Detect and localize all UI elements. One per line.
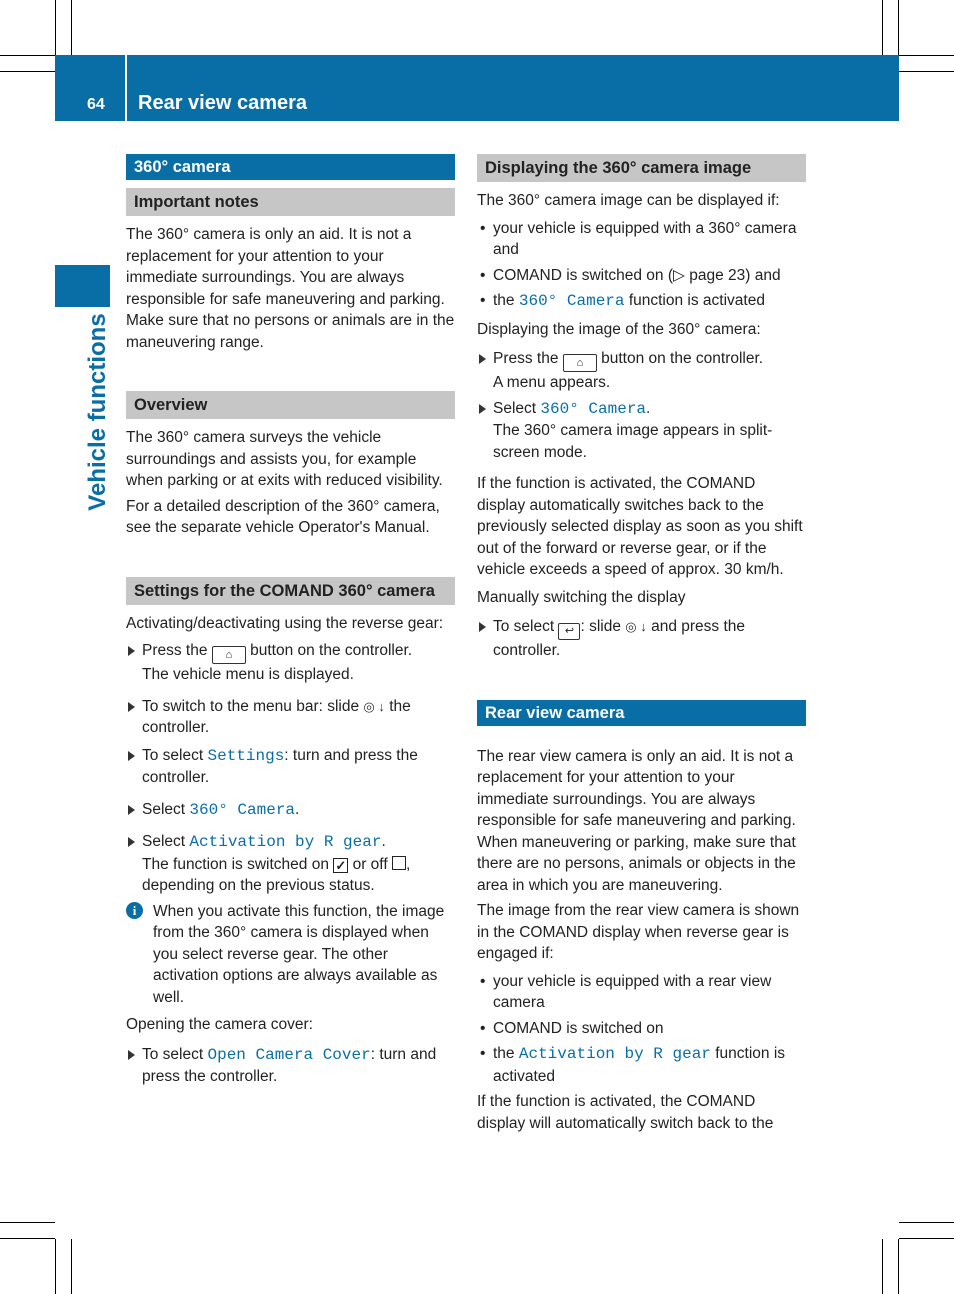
bullet-item: • your vehicle is equipped with a 360° camera and [480, 219, 797, 258]
bullet-item: • COMAND is switched on [480, 1019, 664, 1037]
crop-mark [55, 0, 56, 55]
step-item: To select Settings: turn and press the controller. [126, 745, 455, 789]
heading-settings: Settings for the COMAND 360° camera [126, 577, 455, 605]
crop-mark [882, 0, 883, 55]
menu-item-360-camera: 360° Camera [540, 399, 647, 418]
crop-mark [71, 1239, 72, 1294]
step-arrow-icon [128, 702, 135, 712]
manual-switch-text: Manually switching the display [477, 588, 686, 606]
car-button-icon: ⌂ [563, 354, 597, 372]
step-item: Press the ⌂ button on the controller. The vehicle menu is displayed. [126, 640, 455, 686]
display-text: Displaying the image of the 360° camera: [477, 320, 761, 338]
step-item: To select ↩ : slide ◎ ↓ and press the controller. [477, 616, 806, 662]
checkbox-empty-icon [392, 856, 406, 870]
notes-paragraph: The 360° camera is only an aid. It is not a replacement for your attention to your immediate surroundings. You are always responsible for safe maneuvering and parking. Make sure that no persons or animals are in the maneuvering range. [126, 226, 455, 351]
overview-paragraph: The 360° camera surveys the vehicle surroundings and assists you, for example when parking or at exits with reduced visibility. [126, 429, 443, 489]
page-title: Rear view camera [138, 92, 308, 114]
back-button-icon: ↩ [558, 623, 580, 640]
step-arrow-icon [128, 837, 135, 847]
bullet-item: • your vehicle is equipped with a rear view camera [480, 972, 772, 1011]
settings-intro: Activating/deactivating using the reverse gear: [126, 614, 444, 632]
crop-mark [0, 1222, 55, 1223]
heading-displaying-image: Displaying the 360° camera image [477, 154, 806, 182]
crop-mark [55, 1239, 56, 1294]
cover-intro: Opening the camera cover: [126, 1016, 313, 1033]
controller-slide-down-icon: ◎ ↓ [363, 698, 385, 714]
overview-paragraph: For a detailed description of the 360° camera, see the separate vehicle Operator's Manual. [126, 497, 440, 536]
crop-mark [0, 71, 55, 72]
step-item: To switch to the menu bar: slide ◎ ↓ the controller. [126, 696, 455, 739]
bullet-item: • the Activation by R gear function is activated [480, 1045, 786, 1085]
crop-mark [899, 55, 954, 56]
right-column [477, 154, 806, 1134]
controller-slide-down-icon: ◎ ↓ [625, 619, 647, 634]
auto-switch-text: If the function is activated, the COMAND display automatically switches back to the previously selected display as soon as you shift out of the forward or reverse gear, or if the vehicle exceeds a speed of approx. 30 km/h. [477, 475, 803, 578]
rear-paragraph: The rear view camera is only an aid. It is not a replacement for your attention to your immediate surroundings. You are always responsible for safe maneuvering and parking. When maneuvering or parking, make sure that there are no persons, animals or objects in the area in which you are maneuvering. [477, 747, 796, 894]
step-item: Select 360° Camera. The 360° camera image appears in split-screen mode. [477, 398, 806, 464]
page-number: 64 [87, 96, 105, 113]
display-intro: The 360° camera image can be displayed if: [477, 192, 780, 209]
step-arrow-icon [128, 1050, 135, 1060]
heading-rear-view-camera: Rear view camera [477, 700, 806, 726]
step-arrow-icon [479, 622, 486, 632]
left-column [126, 154, 455, 1088]
header-divider [125, 55, 127, 121]
car-button-icon: ⌂ [212, 646, 246, 664]
crop-mark [898, 0, 899, 55]
menu-item-settings: Settings [207, 746, 285, 765]
crop-mark [899, 1222, 954, 1223]
page-header [55, 55, 899, 121]
menu-item-activation: Activation by R gear [189, 833, 382, 851]
step-arrow-icon [128, 751, 135, 761]
step-item: Press the ⌂ button on the controller. A menu appears. [477, 348, 806, 394]
crop-mark [898, 1239, 899, 1294]
side-tab-marker [55, 265, 110, 307]
step-arrow-icon [479, 354, 486, 364]
crop-mark [899, 1238, 954, 1239]
step-item: Select Activation by R gear. The function is switched on ✓ or off , depending on the previous status. [126, 831, 455, 897]
crop-mark [0, 1238, 55, 1239]
rear-paragraph: If the function is activated, the COMAND display will automatically switch back to the [477, 1093, 774, 1132]
heading-important-notes: Important notes [126, 188, 455, 216]
side-tab-label: Vehicle functions [84, 313, 111, 511]
crop-mark [899, 71, 954, 72]
info-note: i When you activate this function, the image from the 360° camera is displayed when you select reverse gear. The other activation options are always available as well. [126, 901, 455, 1009]
checkbox-checked-icon: ✓ [333, 858, 348, 873]
menu-item-activation: Activation by R gear [518, 1045, 711, 1063]
rear-paragraph: The image from the rear view camera is shown in the COMAND display when reverse gear is engaged if: [477, 902, 800, 962]
heading-360-camera: 360° camera [126, 154, 455, 180]
step-item: To select Open Camera Cover: turn and press the controller. [126, 1044, 455, 1088]
info-icon: i [126, 902, 143, 919]
menu-item-360-camera: 360° Camera [189, 800, 296, 819]
step-arrow-icon [128, 805, 135, 815]
heading-overview: Overview [126, 391, 455, 419]
crop-mark [71, 0, 72, 55]
crop-mark [0, 55, 55, 56]
bullet-item: • COMAND is switched on (▷ page 23) and [480, 266, 781, 284]
menu-item-360-camera: 360° Camera [518, 292, 625, 310]
step-arrow-icon [128, 646, 135, 656]
bullet-item: • the 360° Camera function is activated [480, 292, 765, 310]
crop-mark [882, 1239, 883, 1294]
menu-item-open-camera-cover: Open Camera Cover [207, 1045, 371, 1064]
step-item: Select 360° Camera. [126, 799, 455, 822]
step-arrow-icon [479, 404, 486, 414]
